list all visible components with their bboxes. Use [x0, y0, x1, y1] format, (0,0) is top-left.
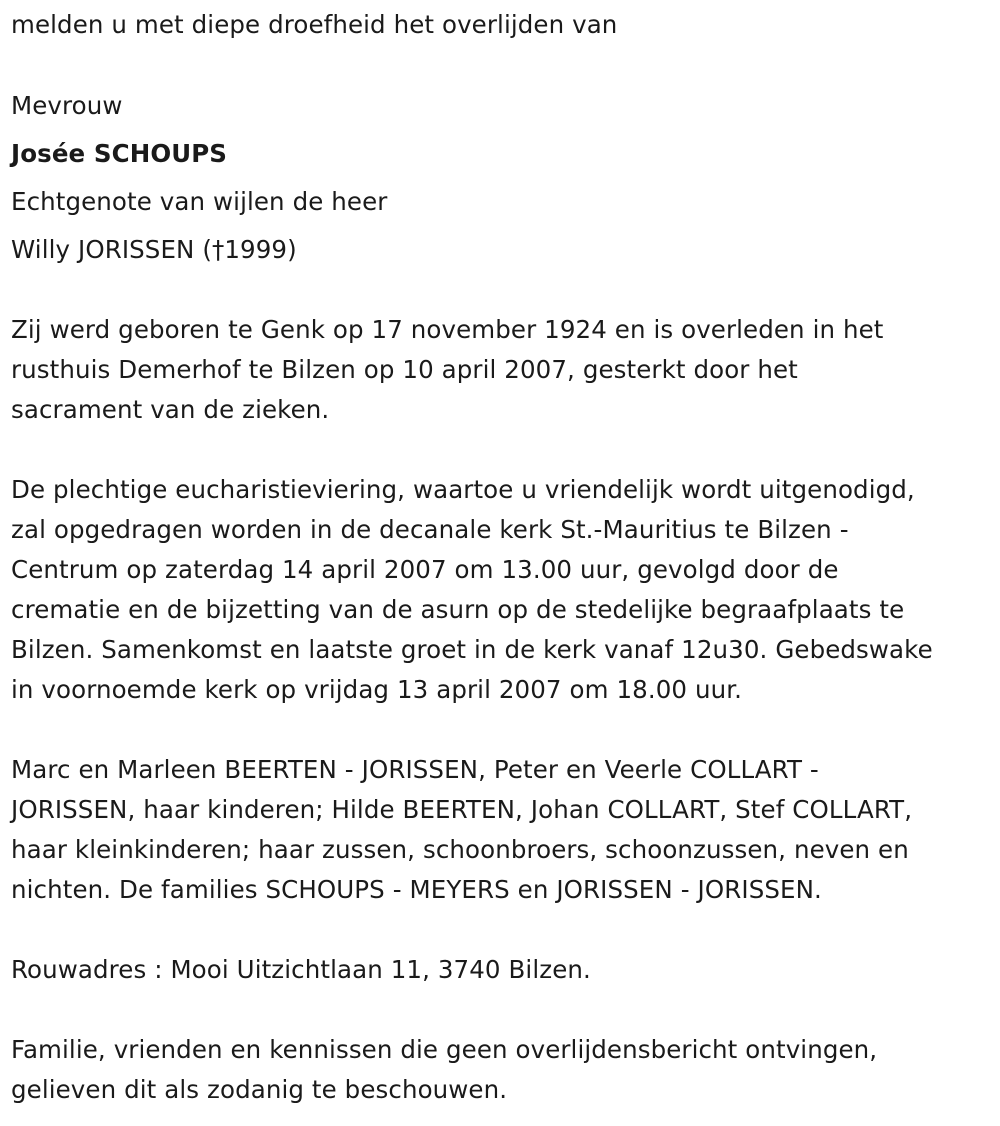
ceremony-line-3: Centrum op zaterdag 14 april 2007 om 13.00 uur, gevolgd door de	[11, 555, 839, 584]
closing-line-1: Familie, vrienden en kennissen die geen overlijdensbericht ontvingen,	[11, 1035, 878, 1064]
mourning-address: Rouwadres : Mooi Uitzichtlaan 11, 3740 Bilzen.	[11, 955, 591, 984]
ceremony-line-1: De plechtige eucharistieviering, waartoe u vriendelijk wordt uitgenodigd,	[11, 475, 915, 504]
intro-text: melden u met diepe droefheid het overlijden van	[11, 10, 618, 39]
spouse-line-2: Willy JORISSEN (†1999)	[11, 235, 297, 264]
family-line-2: JORISSEN, haar kinderen; Hilde BEERTEN, Johan COLLART, Stef COLLART,	[11, 795, 913, 824]
closing-line-2: gelieven dit als zodanig te beschouwen.	[11, 1075, 508, 1104]
birth-death-line-1: Zij werd geboren te Genk op 17 november 1924 en is overleden in het	[11, 315, 884, 344]
family-line-3: haar kleinkinderen; haar zussen, schoonbroers, schoonzussen, neven en	[11, 835, 909, 864]
ceremony-line-6: in voornoemde kerk op vrijdag 13 april 2007 om 18.00 uur.	[11, 675, 743, 704]
ceremony-line-4: crematie en de bijzetting van de asurn op de stedelijke begraafplaats te	[11, 595, 905, 624]
birth-death-line-2: rusthuis Demerhof te Bilzen op 10 april 2007, gesterkt door het	[11, 355, 798, 384]
ceremony-line-5: Bilzen. Samenkomst en laatste groet in de kerk vanaf 12u30. Gebedswake	[11, 635, 933, 664]
deceased-name: Josée SCHOUPS	[11, 139, 228, 168]
birth-death-line-3: sacrament van de zieken.	[11, 395, 330, 424]
family-line-4: nichten. De families SCHOUPS - MEYERS en JORISSEN - JORISSEN.	[11, 875, 822, 904]
ceremony-line-2: zal opgedragen worden in de decanale kerk St.-Mauritius te Bilzen -	[11, 515, 849, 544]
salutation: Mevrouw	[11, 91, 123, 120]
family-line-1: Marc en Marleen BEERTEN - JORISSEN, Peter en Veerle COLLART -	[11, 755, 819, 784]
spouse-line-1: Echtgenote van wijlen de heer	[11, 187, 388, 216]
